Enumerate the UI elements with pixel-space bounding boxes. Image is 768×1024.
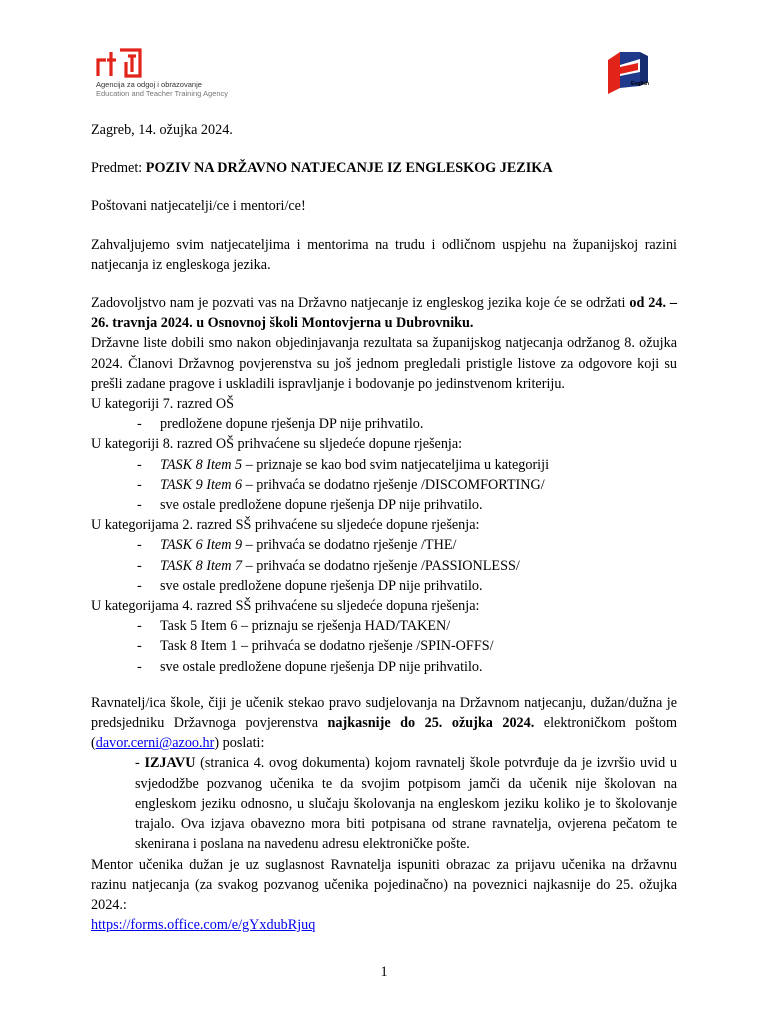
category-7-os-heading: U kategoriji 7. razred OŠ [91, 396, 235, 413]
list-item: - TASK 8 Item 7 – prihvaća se dodatno rješenje /PASSIONLESS/ [137, 557, 520, 574]
list-item: - TASK 9 Item 6 – prihvaća se dodatno rješenje /DISCOMFORTING/ [137, 476, 545, 493]
salutation: Poštovani natjecatelji/ce i mentori/ce! [91, 198, 306, 215]
azoo-logo-mark [96, 48, 144, 78]
lists-info-paragraph: Državne liste dobili smo nakon objedinjavanja rezultata sa županijskog natjecanja održanog 8. ožujka 2024. Članovi Državnog povjerenstva su još jednom pregledali pristigle listove za odgovore koji su prešli zadane pragove i uskladili ispravljanje i bodovanje po jedinstvenom kriteriju. [91, 335, 677, 392]
list-item: - TASK 8 Item 5 – priznaje se kao bod svim natjecateljima u kategoriji [137, 456, 550, 473]
list-item: - Task 5 Item 6 – priznaju se rješenja HAD/TAKEN/ [137, 618, 451, 635]
email-link[interactable]: davor.cerni@azoo.hr [95, 735, 215, 752]
list-item: - sve ostale predložene dopune rješenja DP nije prihvatilo. [137, 497, 483, 514]
letter-body [91, 120, 677, 935]
list-item: - predložene dopune rješenja DP nije prihvatilo. [137, 416, 424, 433]
izjava-paragraph: - IZJAVU (stranica 4. ovog dokumenta) kojom ravnatelj škole potvrđuje da je izvršio uvid u svjedodžbe pozvanog učenika te da svojim potpisom jamči da učenik nije školovan na engleskom jeziku odnosno, u slučaju školovanja na engleskom jeziku koliko je to školovanje trajalo. Ova izjava obavezno mora biti potpisana od strane ravnatelja, ovjerena pečatom te skenirana i poslana na navedenu adresu elektroničke pošte. [135, 755, 678, 853]
form-link[interactable]: https://forms.office.com/e/gYxdubRjuq [91, 917, 316, 934]
list-item: - TASK 6 Item 9 – prihvaća se dodatno rješenje /THE/ [137, 537, 457, 554]
english-logo [600, 42, 662, 104]
page-number: 1 [380, 964, 388, 980]
letter-subject: Predmet: POZIV NA DRŽAVNO NATJECANJE IZ ENGLESKOG JEZIKA [91, 160, 553, 177]
list-item: - sve ostale predložene dopune rješenja DP nije prihvatilo. [137, 577, 483, 594]
principal-paragraph: Ravnatelj/ica škole, čiji je učenik stekao pravo sudjelovanja na Državnom natjecanju, dužan/dužna je predsjedniku Državnoga povjerenstva najkasnije do 25. ožujka 2024. elektroničkom poštom (davor.cerni@azoo.hr) poslati: [91, 694, 678, 752]
azoo-logo [96, 46, 256, 104]
letter-date: Zagreb, 14. ožujka 2024. [91, 122, 233, 138]
category-8-os-heading: U kategoriji 8. razred OŠ prihvaćene su sljedeće dopune rješenja: [91, 436, 463, 453]
thanks-paragraph: Zahvaljujemo svim natjecateljima i mentorima na trudu i odličnom uspjehu na županijskoj razini natjecanja iz engleskoga jezika. [91, 236, 677, 273]
agency-name-english: Education and Teacher Training Agency [96, 89, 229, 98]
list-item: - Task 8 Item 1 – prihvaća se dodatno rješenje /SPIN-OFFS/ [137, 638, 494, 655]
mentor-paragraph: Mentor učenika dužan je uz suglasnost Ravnatelja ispuniti obrazac za prijavu učenika na državnu razinu natjecanja (za svakog pozvanog učenika pojedinačno) na poveznici najkasnije do 25. ožujka 2024.: [91, 856, 677, 913]
agency-name: Agencija za odgoj i obrazovanje [96, 80, 202, 89]
category-4-ss-heading: U kategorijama 4. razred SŠ prihvaćene su sljedeće dopuna rješenja: [91, 598, 480, 615]
invitation-paragraph: Zadovoljstvo nam je pozvati vas na Državno natjecanje iz engleskog jezika koje će se održati od 24. – 26. travnja 2024. u Osnovnoj školi Montovjerna u Dubrovniku. [91, 295, 677, 332]
form-link-line [91, 915, 677, 935]
english-logo-mark [600, 42, 662, 104]
english-logo-text: English [631, 81, 650, 87]
list-item: - sve ostale predložene dopune rješenja DP nije prihvatilo. [137, 658, 483, 675]
category-2-ss-heading: U kategorijama 2. razred SŠ prihvaćene su sljedeće dopune rješenja: [91, 517, 480, 534]
